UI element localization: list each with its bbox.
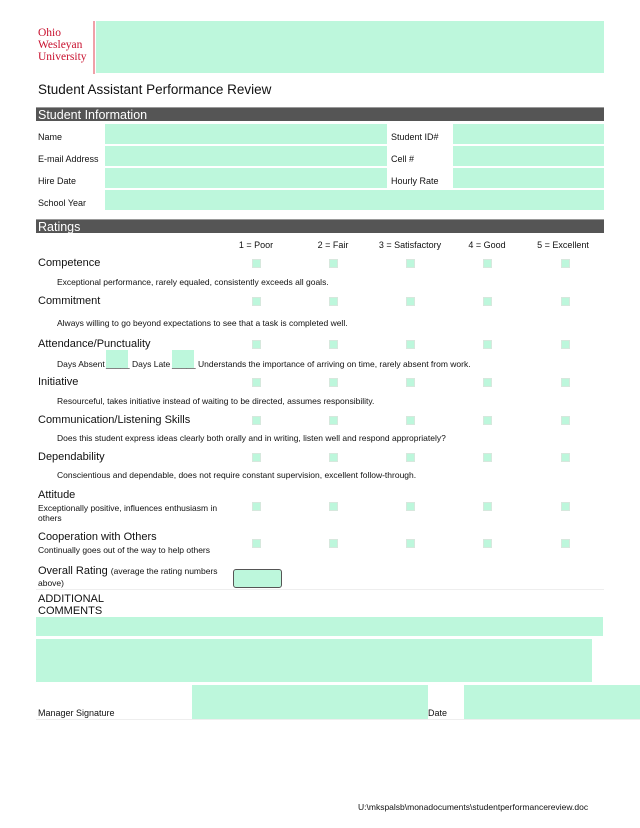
hourly-rate-input[interactable] (453, 168, 604, 188)
criterion-name: Commitment (38, 295, 101, 307)
manager-signature-input[interactable] (192, 685, 428, 719)
overall-rating-title: Overall Rating (38, 565, 108, 577)
rating-checkbox-5[interactable] (561, 378, 570, 387)
rating-checkbox-1[interactable] (252, 297, 261, 306)
days-late-label: Days Late (132, 359, 171, 369)
comments-input-2[interactable] (36, 639, 592, 682)
cell-label: Cell # (391, 154, 415, 164)
rating-checkbox-2[interactable] (329, 453, 338, 462)
additional-comments-label (38, 593, 104, 617)
rating-checkbox-2[interactable] (329, 259, 338, 268)
rating-checkbox-5[interactable] (561, 416, 570, 425)
rating-checkbox-4[interactable] (483, 340, 492, 349)
scale-label: 5 = Excellent (537, 240, 589, 250)
logo-line: University (38, 51, 87, 63)
rating-checkbox-1[interactable] (252, 502, 261, 511)
rating-checkbox-4[interactable] (483, 416, 492, 425)
email-label: E-mail Address (38, 154, 99, 164)
date-label: Date (428, 708, 448, 718)
rating-checkbox-2[interactable] (329, 502, 338, 511)
criterion-description: Exceptionally positive, influences enthusiasm in others (38, 503, 218, 523)
footer-file-path: U:\mkspalsb\monadocuments\studentperformancereview.doc (358, 802, 589, 812)
hourly-rate-label: Hourly Rate (391, 176, 439, 186)
rating-checkbox-3[interactable] (406, 259, 415, 268)
comments-input-1[interactable] (36, 617, 603, 636)
criterion-name: Cooperation with Others (38, 531, 157, 543)
criterion-description: Resourceful, takes initiative instead of waiting to be directed, assumes responsibility. (57, 396, 375, 406)
rating-checkbox-3[interactable] (406, 416, 415, 425)
rating-checkbox-4[interactable] (483, 297, 492, 306)
criterion-description: Conscientious and dependable, does not require constant supervision, excellent follow-through. (57, 470, 417, 480)
student-id-input[interactable] (453, 124, 604, 144)
comments-label-line: ADDITIONAL (38, 593, 105, 605)
rating-checkbox-4[interactable] (483, 453, 492, 462)
rating-checkbox-5[interactable] (561, 340, 570, 349)
hire-date-label: Hire Date (38, 176, 77, 186)
school-year-input[interactable] (105, 190, 604, 210)
rating-checkbox-1[interactable] (252, 539, 261, 548)
rating-checkbox-3[interactable] (406, 340, 415, 349)
hire-date-input[interactable] (105, 168, 387, 188)
logo-divider (93, 21, 95, 74)
logo-line: Ohio (38, 27, 61, 39)
ratings-header: Ratings (36, 219, 604, 233)
rating-checkbox-2[interactable] (329, 340, 338, 349)
blank-line: _____ (172, 359, 196, 369)
scale-label: 2 = Fair (317, 240, 349, 250)
criterion-description: Understands the importance of arriving on time, rarely absent from work. (198, 359, 471, 369)
scale-label: 1 = Poor (238, 240, 274, 250)
criterion-name: Dependability (38, 451, 105, 463)
rating-checkbox-2[interactable] (329, 539, 338, 548)
header-field[interactable] (96, 21, 604, 73)
student-info-header: Student Information (36, 107, 604, 121)
rating-checkbox-1[interactable] (252, 453, 261, 462)
rating-checkbox-4[interactable] (483, 259, 492, 268)
student-id-label: Student ID# (391, 132, 439, 142)
rating-checkbox-5[interactable] (561, 539, 570, 548)
email-input[interactable] (105, 146, 387, 166)
rating-checkbox-2[interactable] (329, 297, 338, 306)
rating-checkbox-5[interactable] (561, 453, 570, 462)
rating-checkbox-3[interactable] (406, 453, 415, 462)
criterion-description: Does this student express ideas clearly both orally and in writing, listen well and respond appropriately? (57, 433, 446, 443)
logo-line: Wesleyan (38, 39, 83, 51)
criterion-name: Competence (38, 257, 101, 269)
days-absent-label: Days Absent (57, 359, 105, 369)
name-input[interactable] (105, 124, 387, 144)
rating-checkbox-4[interactable] (483, 378, 492, 387)
university-logo (38, 27, 87, 63)
rating-checkbox-3[interactable] (406, 502, 415, 511)
rating-checkbox-1[interactable] (252, 416, 261, 425)
divider (36, 719, 640, 720)
name-label: Name (38, 132, 63, 142)
overall-rating-hint: (average the rating numbers above) (38, 566, 218, 588)
rating-checkbox-2[interactable] (329, 416, 338, 425)
criterion-name: Communication/Listening Skills (38, 414, 191, 426)
manager-signature-label: Manager Signature (38, 708, 115, 718)
rating-checkbox-1[interactable] (252, 378, 261, 387)
overall-rating-label (38, 565, 228, 589)
page-title: Student Assistant Performance Review (38, 82, 272, 97)
rating-checkbox-5[interactable] (561, 259, 570, 268)
criterion-description: Continually goes out of the way to help others (38, 545, 210, 555)
criterion-description: Always willing to go beyond expectations to see that a task is completed well. (57, 318, 348, 328)
criterion-name: Attendance/Punctuality (38, 338, 151, 350)
rating-checkbox-1[interactable] (252, 340, 261, 349)
criterion-description: Exceptional performance, rarely equaled, consistently exceeds all goals. (57, 277, 329, 287)
rating-checkbox-4[interactable] (483, 539, 492, 548)
scale-label: 4 = Good (468, 240, 506, 250)
overall-rating-input[interactable] (233, 569, 282, 588)
criterion-name: Attitude (38, 489, 76, 501)
criterion-name: Initiative (38, 376, 79, 388)
school-year-label: School Year (38, 198, 87, 208)
blank-line: _____ (106, 359, 130, 369)
divider (36, 589, 604, 590)
rating-checkbox-2[interactable] (329, 378, 338, 387)
rating-checkbox-5[interactable] (561, 502, 570, 511)
rating-checkbox-4[interactable] (483, 502, 492, 511)
rating-checkbox-5[interactable] (561, 297, 570, 306)
comments-label-line: COMMENTS (38, 605, 103, 617)
rating-checkbox-3[interactable] (406, 539, 415, 548)
rating-checkbox-3[interactable] (406, 297, 415, 306)
rating-checkbox-1[interactable] (252, 259, 261, 268)
date-input[interactable] (464, 685, 640, 719)
rating-checkbox-3[interactable] (406, 378, 415, 387)
scale-label: 3 = Satisfactory (378, 240, 442, 250)
cell-input[interactable] (453, 146, 604, 166)
